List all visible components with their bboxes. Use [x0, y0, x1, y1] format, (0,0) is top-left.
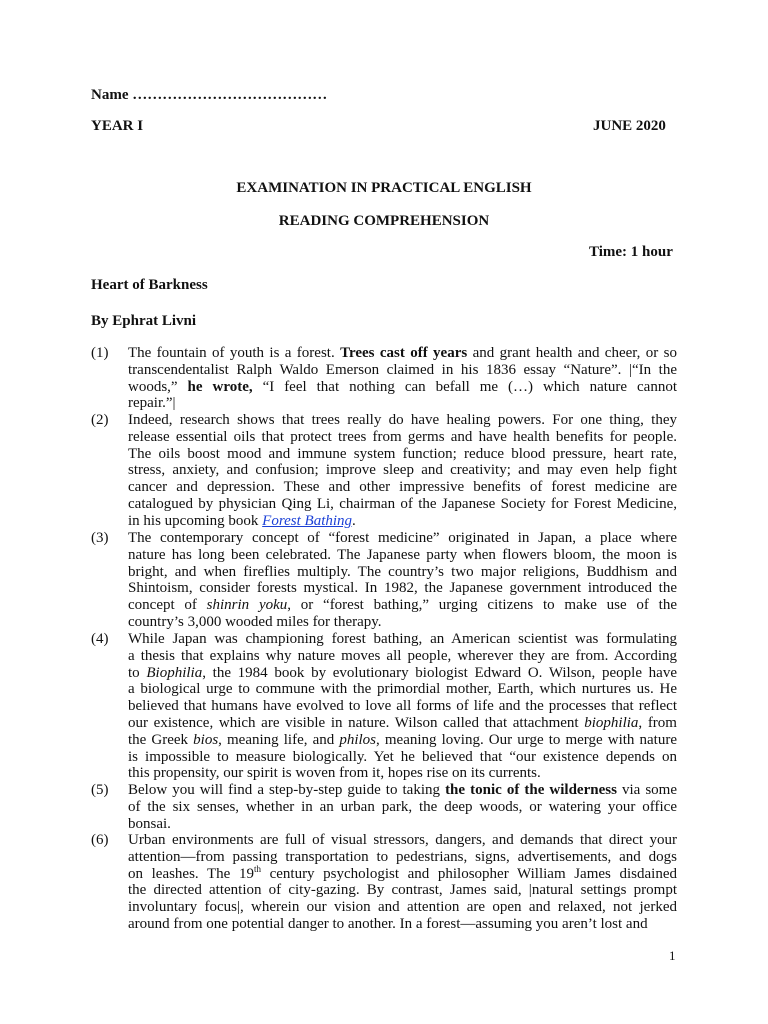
text-line: bonsai. [128, 815, 171, 832]
book-title-link[interactable]: Forest Bathing [262, 512, 353, 529]
paragraph-number: (1) [91, 345, 109, 361]
italic-term: philos [339, 731, 377, 748]
text-line: The fountain of youth is a forest. Trees cast off years and grant health and cheer, or so [128, 345, 677, 361]
article-byline: By Ephrat Livni [91, 313, 197, 329]
paragraph-text [128, 631, 677, 782]
text-line: The oils boost mood and immune system function; reduce blood pressure, heart rate, [128, 445, 677, 462]
paragraph-number: (5) [91, 782, 109, 798]
text-line: country’s 3,000 wooded miles for therapy. [128, 613, 382, 630]
text-line: Urban environments are full of visual stressors, dangers, and demands that direct your [128, 832, 677, 848]
year-label: YEAR I [91, 118, 144, 134]
page-number: 1 [669, 948, 676, 963]
emphasis-text: the tonic of the wilderness [445, 782, 617, 798]
text-line: involuntary focus|, wherein our vision and attention are open and relaxed, not jerked [128, 899, 677, 916]
paragraph-number: (6) [91, 832, 109, 848]
paragraph-number: (2) [91, 412, 109, 428]
article-title: Heart of Barkness [91, 277, 208, 293]
text-line: the directed attention of city-gazing. By contrast, James said, |natural settings prompt [128, 882, 677, 899]
text-line: stress, anxiety, and confusion; improve sleep and creativity; and may even help fight [128, 462, 677, 479]
italic-term: biophilia [584, 714, 639, 731]
emphasis-text: Trees cast off years [340, 345, 468, 361]
paragraph-text [128, 530, 677, 631]
paragraph-text [128, 345, 677, 412]
text-line: nature has long been celebrated. The Japanese party when flowers bloom, the moon is [128, 546, 677, 563]
text-line: repair.”| [128, 395, 176, 412]
text-line: transcendentalist Ralph Waldo Emerson claimed in his 1836 essay “Nature”. |“In the [128, 361, 677, 378]
name-field-label: Name ………………………………… [91, 87, 328, 103]
text-line: woods,” he wrote, “I feel that nothing can befall me (…) which nature cannot [128, 378, 677, 395]
text-line: our existence, which are visible in nature. Wilson called that attachment biophilia, from [128, 714, 677, 731]
text-line: release essential oils that protect trees from germs and have health benefits for people. [128, 428, 677, 445]
italic-term: bios [193, 731, 219, 748]
text-line: attention—from passing transportation to pedestrians, signs, advertisements, and dogs [128, 848, 677, 865]
text-line: bright, and when fireflies multiply. The country’s two major religions, Buddhism and [128, 563, 677, 580]
text-line: is impossible to measure biologically. Yet he believed that “our existence depends on [128, 748, 677, 765]
text-line: concept of shinrin yoku, or “forest bathing,” urging citizens to make use of the [128, 597, 678, 614]
text-line: believed that humans have evolved to love all forms of life and the processes that reflect [128, 698, 677, 715]
italic-term: Biophilia [146, 664, 203, 681]
text-line: around from one potential danger to another. In a forest—assuming you aren’t lost and [128, 915, 648, 932]
paragraph-text [128, 412, 677, 530]
paragraph-text [128, 782, 677, 832]
text-line: While Japan was championing forest bathing, an American scientist was formulating [128, 631, 677, 647]
text-line: Below you will find a step-by-step guide to taking the tonic of the wilderness via some [128, 782, 677, 798]
emphasis-text: he wrote, [177, 378, 263, 395]
text-line: of the six senses, whether in an urban park, the deep woods, or watering your office [128, 798, 677, 815]
time-limit: Time: 1 hour [589, 244, 673, 260]
text-line: in his upcoming book Forest Bathing. [128, 512, 356, 529]
paragraph-number: (4) [91, 631, 109, 647]
italic-term: shinrin yoku [206, 597, 288, 614]
paragraph-number: (3) [91, 530, 109, 546]
exam-date: JUNE 2020 [593, 118, 666, 134]
text-line: a thesis that explains why nature moves all people, wherever they are from. According [128, 647, 677, 664]
text-line: cancer and depression. These and other impressive benefits of forest medicine are [128, 479, 677, 496]
paragraph-text [128, 832, 677, 933]
text-line: catalogued by physician Qing Li, chairman of the Japanese Society for Forest Medicine, [128, 495, 677, 512]
text-line: a biological urge to commune with the primordial mother, Earth, which nurtures us. He [128, 681, 677, 698]
text-line: the Greek bios, meaning life, and philos, meaning loving. Our urge to merge with nature [128, 731, 677, 748]
superscript: th [253, 863, 261, 874]
exam-title: EXAMINATION IN PRACTICAL ENGLISH [236, 180, 532, 196]
text-line: on leashes. The 19th century psychologist and philosopher William James disdained [128, 863, 677, 882]
section-title: READING COMPREHENSION [278, 213, 490, 229]
text-line: Shintoism, consider forests mystical. In 1982, the Japanese government introduced the [128, 580, 677, 597]
text-line: The contemporary concept of “forest medicine” originated in Japan, a place where [128, 530, 677, 546]
text-line: this propensity, our spirit is woven from it, hopes rise on its currents. [128, 765, 541, 782]
text-line: to Biophilia, the 1984 book by evolutionary biologist Edward O. Wilson, people have [128, 664, 677, 681]
text-line: Indeed, research shows that trees really do have healing powers. For one thing, they [128, 412, 677, 428]
